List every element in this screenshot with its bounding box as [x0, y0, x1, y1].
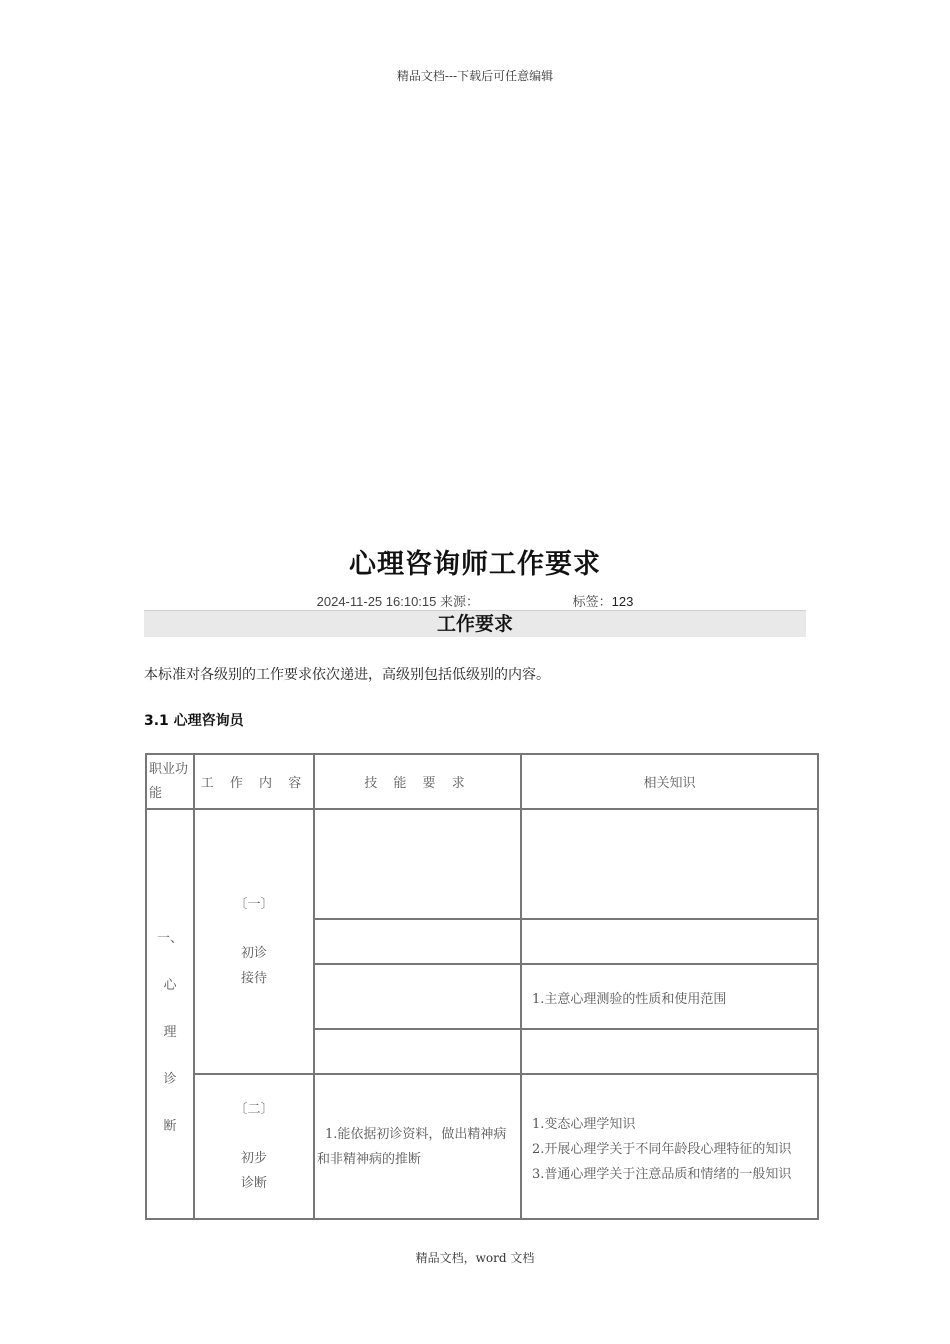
knowledge-item: 1.变态心理学知识 — [532, 1117, 636, 1132]
page-header: 精品文档---下载后可任意编辑 — [396, 69, 554, 83]
skill-cell — [314, 964, 521, 1029]
section-bar: 工作要求 — [144, 610, 806, 637]
article-datetime: 2024-11-25 16:10:15 — [316, 594, 437, 609]
page-footer: 精品文档，word 文档 — [415, 1251, 535, 1265]
intro-paragraph: 本标准对各级别的工作要求依次递进，高级别包括低级别的内容。 — [144, 667, 550, 683]
knowledge-cell — [521, 1074, 818, 1219]
article-title: 心理咨询师工作要求 — [349, 549, 601, 580]
skill-item: 1.能依据初诊资料，做出精神病和非精神病的推断 — [317, 1126, 507, 1167]
group-name-line: 初诊 — [240, 946, 267, 961]
subheading: 3.1 心理咨询员 — [144, 713, 244, 729]
knowledge-item: 2.开展心理学关于不同年龄段心理特征的知识 — [532, 1142, 792, 1157]
header-cell-function: 职业功能 — [146, 754, 194, 809]
table-header-row — [146, 754, 818, 809]
tag-label: 标签： — [572, 594, 612, 609]
function-char: 理 — [163, 1024, 177, 1040]
knowledge-item: 1.主意心理测验的性质和使用范围 — [532, 992, 727, 1007]
tag-value[interactable]: 123 — [611, 594, 634, 609]
skill-cell — [314, 919, 521, 964]
group-name-line: 诊断 — [240, 1176, 267, 1191]
group-name-line: 初步 — [240, 1151, 267, 1166]
knowledge-cell — [521, 1029, 818, 1074]
table-row — [146, 1074, 818, 1219]
function-cell — [146, 809, 194, 1219]
group-cell-2 — [194, 1074, 314, 1219]
header-cell-skill: 技 能 要 求 — [314, 754, 521, 809]
group-name-line: 接待 — [240, 971, 267, 986]
header-cell-knowledge: 相关知识 — [521, 754, 818, 809]
knowledge-item: 3.普通心理学关于注意品质和情绪的一般知识 — [532, 1167, 792, 1182]
source-label: 来源： — [440, 594, 480, 609]
table-row — [146, 809, 818, 919]
group-cell-1 — [194, 809, 314, 1074]
group-number: 〔二〕 — [234, 1102, 274, 1117]
knowledge-cell — [521, 809, 818, 919]
function-char: 诊 — [163, 1071, 177, 1087]
article-meta — [0, 591, 950, 610]
function-char: 一、 — [156, 930, 183, 946]
knowledge-cell — [521, 919, 818, 964]
function-char: 心 — [163, 977, 177, 993]
skill-cell — [314, 1029, 521, 1074]
header-cell-content: 工 作 内 容 — [194, 754, 314, 809]
tag-group — [573, 594, 634, 609]
requirements-table — [145, 753, 819, 1220]
skill-cell — [314, 809, 521, 919]
group-number: 〔一〕 — [234, 897, 274, 912]
function-char: 断 — [163, 1118, 177, 1134]
skill-cell — [314, 1074, 521, 1219]
knowledge-cell — [521, 964, 818, 1029]
